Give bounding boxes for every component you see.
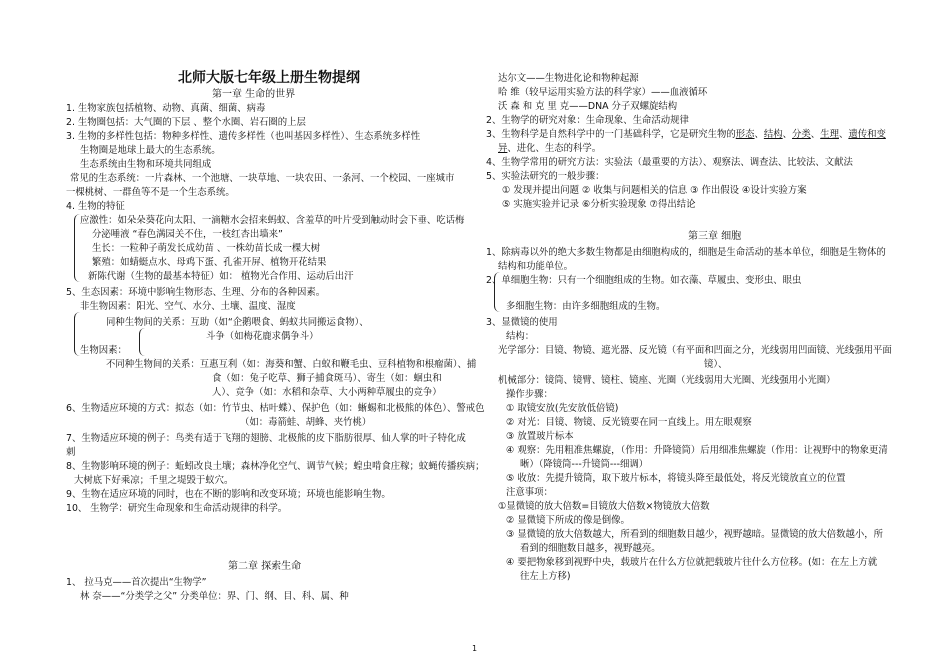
- text-line: 应激性：如朵朵葵花向太阳、一滴糖水会招来蚂蚁、含羞草的叶片受到触动时会下垂、吃话梅: [80, 215, 465, 226]
- text-line: 大树底下好乘凉；千里之堤毁于蚁穴。: [74, 475, 234, 486]
- text-line: 多细胞生物：由许多细胞组成的生物。: [506, 301, 666, 312]
- document-title: 北师大版七年级上册生物提纲: [178, 70, 360, 86]
- chapter-1-title: 第一章 生命的世界: [212, 89, 296, 100]
- text-line: 非生物因素：阳光、空气、水分、土壤、温度、湿度: [80, 301, 296, 312]
- text-line: 4、生物学常用的研究方法：实验法（最重要的方法）、观察法、调查法、比较法、文献法: [486, 157, 853, 168]
- text-line: 异、进化、生态的科学。: [498, 143, 602, 154]
- chapter-3-title: 第三章 细胞: [688, 231, 742, 242]
- text-line: ③ 显微镜的放大倍数越大，所看到的细胞数目越少，视野越暗。显微镜的放大倍数越小，所: [506, 529, 884, 540]
- text-line: 1. 生物家族包括植物、动物、真菌、细菌、病毒: [66, 103, 266, 114]
- text-line: 达尔文——生物进化论和物种起源: [498, 73, 639, 84]
- text-line: 机械部分：镜筒、镜臂、镜柱、镜座、光圈（光线弱用大光圈、光线强用小光圈）: [498, 375, 836, 386]
- text-line: ④ 要把物象移到视野中央，载玻片在什么方位就把载玻片往什么方位移。(如：在左上方就: [506, 557, 878, 568]
- text-line: ② 显微镜下所成的像是倒像。: [506, 515, 630, 526]
- text-line: 7、生物适应环境的例子：鸟类有适于飞翔的翅膀、北极熊的皮下脂肪很厚、仙人掌的叶子特化成: [66, 433, 466, 444]
- text-line: 一棵桃树、一群鱼等不是一个生态系统。: [66, 187, 235, 198]
- text-line: 2、单细胞生物：只有一个细胞组成的生物。如衣藻、草履虫、变形虫、眼虫: [486, 275, 802, 286]
- text-line: 新陈代谢（生物的最基本特征）如： 植物光合作用、运动后出汗: [88, 271, 354, 282]
- text-line: 光学部分：目镜、物镜、遮光器、反光镜（有平面和凹面之分，光线弱用凹面镜、光线强用平面: [498, 345, 892, 356]
- text-line: 哈 维（较早运用实验方法的科学家）——血液循环: [498, 87, 708, 98]
- text-line: 3、显微镜的使用: [486, 317, 558, 328]
- text-line: 不同种生物间的关系：互惠互利（如：海葵和蟹、白蚁和鞭毛虫、豆科植物和根瘤菌）、捕: [106, 359, 477, 370]
- text-line: 4. 生物的特征: [66, 201, 125, 212]
- text-line: 2、生物学的研究对象：生命现象、生命活动规律: [486, 115, 689, 126]
- text-line: 往左上方移): [520, 571, 571, 582]
- text-line: ④ 观察：先用粗准焦螺旋，（作用：升降镜筒）后用细准焦螺旋（作用：让视野中的物象更清: [506, 445, 888, 456]
- text-line: （如：毒箭蛙、胡蜂、夹竹桃）: [240, 417, 372, 428]
- text-line: ① 发现并提出问题 ② 收集与问题相关的信息 ③ 作出假设 ④设计实验方案: [502, 185, 807, 196]
- text-line: 5、生态因素：环境中影响生物形态、生理、分布的各种因素。: [66, 287, 326, 298]
- text-line: ① 取镜安放(先安放低倍镜): [506, 403, 619, 414]
- text-line: 看到的细胞数目越多，视野越亮。: [520, 543, 661, 554]
- text-line: 操作步骤：: [506, 389, 553, 400]
- text-line: 人）、竞争（如：水稻和杂草、大小两种草履虫的竞争）: [212, 387, 442, 398]
- text-line: 繁殖：如蜻蜓点水、母鸡下蛋、孔雀开屏、植物开花结果: [92, 257, 327, 268]
- text-line: 3、生物科学是自然科学中的一门基础科学，它是研究生物的形态、结构、分类、生理、遗传和变: [486, 129, 886, 140]
- text-line: 斗争（如梅花鹿求偶争斗）: [206, 331, 319, 342]
- text-line: 1、 拉马克——首次提出“生物学”: [66, 577, 207, 588]
- text-line: 同种生物间的关系：互助（如“企鹅喂食、蚂蚁共同搬运食物）、: [106, 317, 369, 328]
- text-line: 注意事项：: [506, 487, 553, 498]
- text-line: 常见的生态系统：一片森林、一个池塘、一块草地、一块农田、一条河、一个校园、一座城市: [70, 173, 455, 184]
- text-line: 林 奈——“分类学之父” 分类单位：界、门、纲、目、科、属、种: [80, 591, 349, 602]
- text-line: ③ 放置玻片标本: [506, 431, 574, 442]
- text-line: 生长：一粒种子萌发长成幼苗 、一株幼苗长成一棵大树: [92, 243, 320, 254]
- text-line: 1、除病毒以外的绝大多数生物都是由细胞构成的，细胞是生命活动的基本单位，细胞是生物体的: [486, 247, 886, 258]
- text-line: 6、生物适应环境的方式：拟态（如：竹节虫、枯叶蝶）、保护色（如：蜥蜴和北极熊的体色）、警戒色: [66, 403, 485, 414]
- bracket: [139, 328, 145, 356]
- text-line: ⑤ 实施实验并记录 ⑥分析实验现象 ⑦得出结论: [502, 199, 696, 210]
- text-line: 结构和功能单位。: [498, 261, 574, 272]
- text-line: 沃 森 和 克 里 克——DNA 分子双螺旋结构: [498, 101, 678, 112]
- text-line: ⑤ 收放：先提升镜筒，取下玻片标本，将镜头降至最低处，将反光镜放直立的位置: [506, 473, 846, 484]
- text-line: 5、实验法研究的一般步骤：: [486, 171, 605, 182]
- page-number: 1: [472, 644, 478, 653]
- text-line: 食（如：兔子吃草、狮子捕食斑马）、寄生（如：蛔虫和: [212, 373, 442, 384]
- text-line: 结构：: [506, 331, 535, 342]
- text-line: 刺: [66, 447, 76, 458]
- text-line: ①显微镜的放大倍数=目镜放大倍数×物镜放大倍数: [498, 501, 710, 512]
- text-line: 9、生物在适应环境的同时，也在不断的影响和改变环境；环境也能影响生物。: [66, 489, 391, 500]
- text-line: 分泌唾液 “春色满园关不住，一枝红杏出墙来”: [92, 229, 283, 240]
- text-line: ② 对光：目镜、物镜、反光镜要在同一直线上。用左眼观察: [506, 417, 752, 428]
- text-line: 生物圈是地球上最大的生态系统。: [80, 145, 221, 156]
- text-line: 生物因素：: [80, 345, 127, 356]
- text-line: 2. 生物圈包括：大气圈的下层 、整个水圈、岩石圈的上层: [66, 117, 306, 128]
- chapter-2-title: 第二章 探索生命: [228, 561, 302, 572]
- text-line: 8、生物影响环境的例子：蚯蚓改良土壤；森林净化空气、调节气候；蝗虫啃食庄稼；蚊蝇传播疾病；: [66, 461, 485, 472]
- text-line: 10、 生物学：研究生命现象和生命活动规律的科学。: [66, 503, 288, 514]
- text-line: 镜）、: [704, 359, 728, 370]
- text-line: 3. 生物的多样性包括：物种多样性、遗传多样性（也叫基因多样性）、生态系统多样性: [66, 131, 421, 142]
- text-line: 生态系统由生物和环境共同组成: [80, 159, 212, 170]
- text-line: 晰）（降镜筒---升镜筒---细调）: [520, 459, 649, 470]
